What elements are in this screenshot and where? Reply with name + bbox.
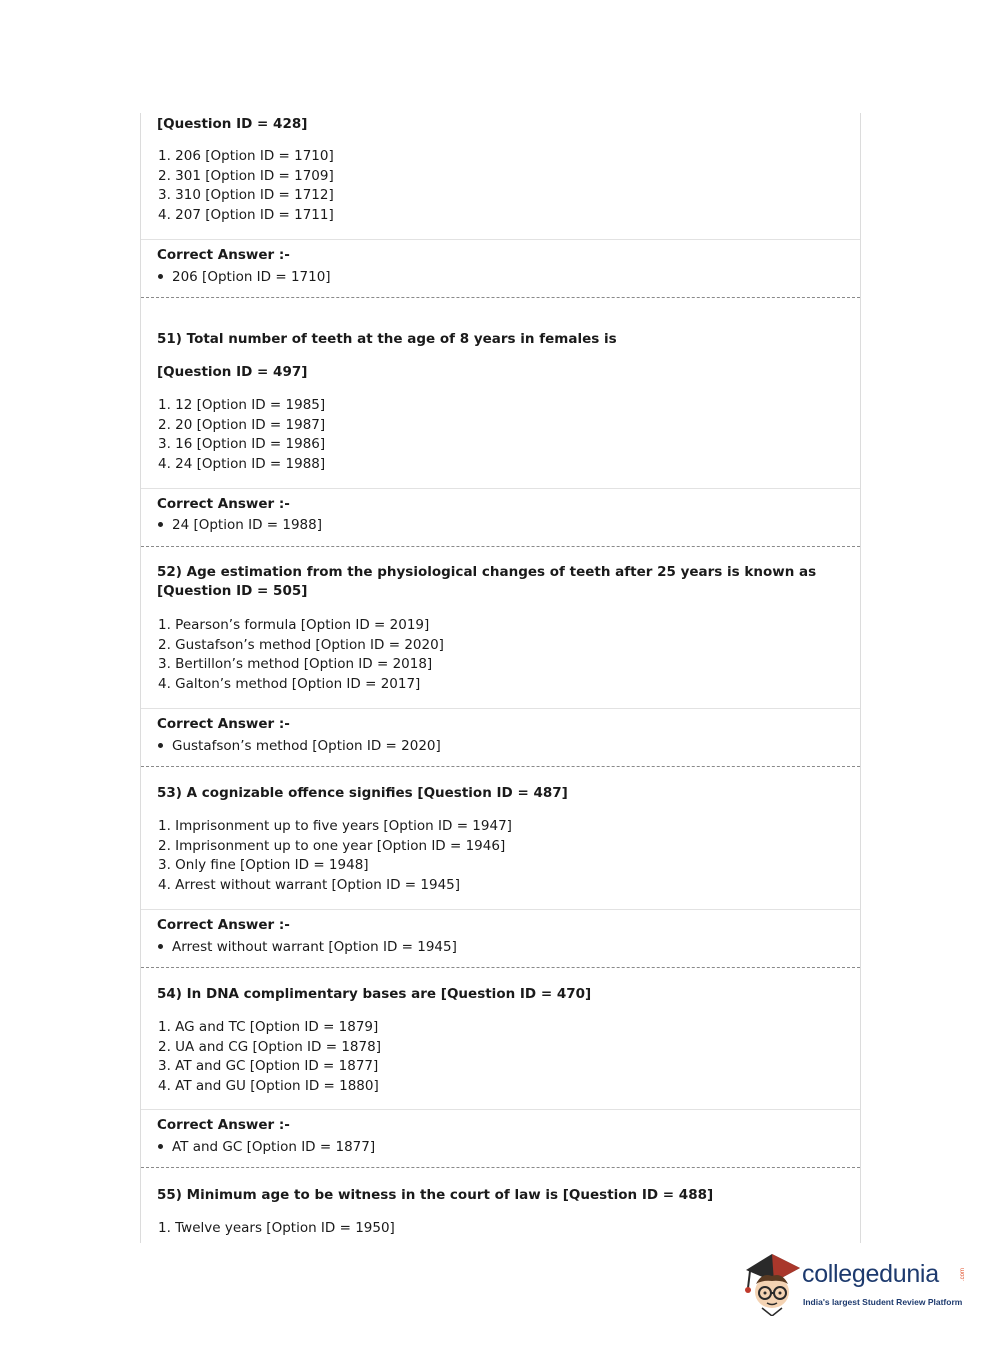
- brand-name: collegedunia: [802, 1260, 939, 1288]
- correct-answer-label: Correct Answer :-: [157, 1117, 290, 1133]
- brand-suffix: .com: [960, 1268, 966, 1282]
- divider: [141, 239, 860, 240]
- options-list: [158, 1018, 381, 1096]
- option-item: 1. 12 [Option ID = 1985]: [158, 397, 326, 413]
- bullet-icon: [158, 522, 163, 527]
- question-text: 54) In DNA complimentary bases are [Question ID = 470]: [157, 986, 592, 1002]
- correct-answer-label: Correct Answer :-: [157, 247, 290, 263]
- correct-answer-label: Correct Answer :-: [157, 917, 290, 933]
- option-item: 1. AG and TC [Option ID = 1879]: [158, 1019, 379, 1035]
- options-list: [158, 1219, 395, 1239]
- bullet-icon: [158, 944, 163, 949]
- collegedunia-logo: [742, 1250, 972, 1320]
- option-item: 4. Arrest without warrant [Option ID = 1945]: [158, 876, 461, 893]
- option-item: 3. Bertillon’s method [Option ID = 2018]: [158, 656, 433, 672]
- question-paper: [140, 113, 861, 1243]
- divider: [141, 708, 860, 709]
- question-text: 53) A cognizable offence signifies [Question ID = 487]: [157, 785, 568, 801]
- divider: [141, 1109, 860, 1110]
- option-item: 2. 20 [Option ID = 1987]: [158, 416, 326, 433]
- option-item: 3. 16 [Option ID = 1986]: [158, 436, 326, 452]
- question-separator: [141, 297, 860, 298]
- option-item: 2. UA and CG [Option ID = 1878]: [158, 1038, 381, 1055]
- correct-answer-label: Correct Answer :-: [157, 496, 290, 512]
- option-item: 4. AT and GU [Option ID = 1880]: [158, 1077, 379, 1094]
- question-separator: [141, 546, 860, 547]
- correct-answer: 24 [Option ID = 1988]: [158, 517, 322, 533]
- correct-answer: Gustafson’s method [Option ID = 2020]: [158, 738, 441, 754]
- question-separator: [141, 1167, 860, 1168]
- brand-tagline: India's largest Student Review Platform: [803, 1297, 963, 1307]
- options-list: [158, 817, 512, 895]
- option-item: 1. Twelve years [Option ID = 1950]: [158, 1220, 395, 1236]
- bullet-icon: [158, 743, 163, 748]
- options-list: [158, 147, 334, 225]
- option-item: 2. 301 [Option ID = 1709]: [158, 167, 334, 184]
- bullet-icon: [158, 274, 163, 279]
- divider: [141, 909, 860, 910]
- option-item: 2. Imprisonment up to one year [Option ID = 1946]: [158, 837, 506, 854]
- question-text: 52) Age estimation from the physiological changes of teeth after 25 years is known as [Question ID = 505]: [157, 564, 817, 599]
- options-list: [158, 616, 444, 694]
- mascot-graduation-cap-icon: [742, 1250, 804, 1316]
- question-id: [Question ID = 428]: [157, 116, 308, 132]
- option-item: 1. 206 [Option ID = 1710]: [158, 148, 334, 164]
- question-separator: [141, 766, 860, 767]
- correct-answer: 206 [Option ID = 1710]: [158, 269, 331, 285]
- divider: [141, 488, 860, 489]
- question-separator: [141, 967, 860, 968]
- option-item: 3. Only fine [Option ID = 1948]: [158, 857, 369, 873]
- option-item: 4. 24 [Option ID = 1988]: [158, 455, 326, 472]
- option-item: 2. Gustafson’s method [Option ID = 2020]: [158, 636, 444, 653]
- question-text: 55) Minimum age to be witness in the court of law is [Question ID = 488]: [157, 1187, 714, 1203]
- bullet-icon: [158, 1144, 163, 1149]
- option-item: 3. AT and GC [Option ID = 1877]: [158, 1058, 379, 1074]
- option-item: 4. 207 [Option ID = 1711]: [158, 206, 334, 223]
- correct-answer: AT and GC [Option ID = 1877]: [158, 1139, 375, 1155]
- option-item: 1. Pearson’s formula [Option ID = 2019]: [158, 617, 430, 633]
- correct-answer-label: Correct Answer :-: [157, 716, 290, 732]
- options-list: [158, 396, 325, 474]
- option-item: 4. Galton’s method [Option ID = 2017]: [158, 675, 421, 692]
- question-text: 51) Total number of teeth at the age of 8 years in females is: [157, 331, 617, 347]
- question-id: [Question ID = 497]: [157, 364, 308, 380]
- correct-answer: Arrest without warrant [Option ID = 1945]: [158, 939, 457, 955]
- option-item: 1. Imprisonment up to five years [Option ID = 1947]: [158, 818, 512, 834]
- option-item: 3. 310 [Option ID = 1712]: [158, 187, 334, 203]
